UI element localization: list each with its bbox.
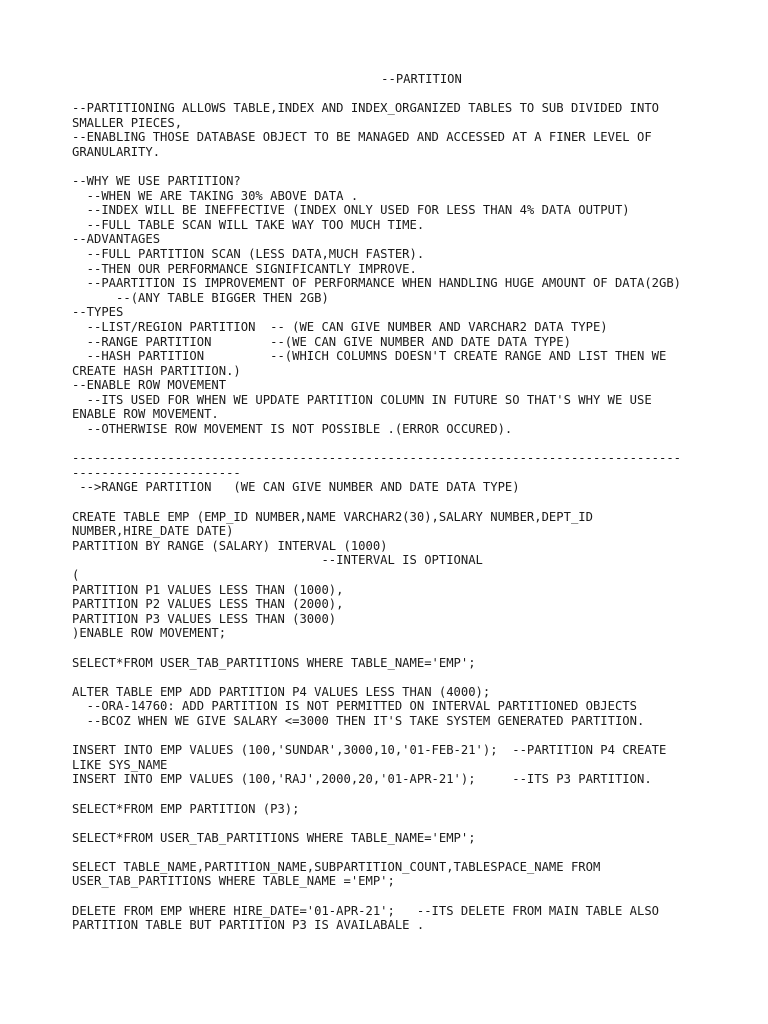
text-line (72, 845, 702, 860)
text-line (72, 437, 702, 452)
text-line: --OTHERWISE ROW MOVEMENT IS NOT POSSIBLE .(ERROR OCCURED). (72, 422, 513, 437)
text-line: --FULL TABLE SCAN WILL TAKE WAY TOO MUCH TIME. (72, 217, 425, 232)
text-line: --TYPES (72, 305, 124, 320)
text-line: --ENABLE ROW MOVEMENT (72, 378, 227, 393)
text-line: ENABLE ROW MOVEMENT. (72, 407, 219, 422)
text-line: INSERT INTO EMP VALUES (100,'SUNDAR',3000,10,'01-FEB-21'); --PARTITION P4 CREATE (72, 743, 667, 758)
text-line: --RANGE PARTITION --(WE CAN GIVE NUMBER AND DATE DATA TYPE) (72, 334, 571, 349)
text-line: USER_TAB_PARTITIONS WHERE TABLE_NAME ='EMP'; (72, 874, 395, 889)
text-line: -->RANGE PARTITION (WE CAN GIVE NUMBER AND DATE DATA TYPE) (72, 480, 520, 495)
text-line: SELECT*FROM USER_TAB_PARTITIONS WHERE TABLE_NAME='EMP'; (72, 830, 476, 845)
text-line: --PAARTITION IS IMPROVEMENT OF PERFORMANCE WHEN HANDLING HUGE AMOUNT OF DATA(2GB) (72, 276, 682, 291)
text-line: --BCOZ WHEN WE GIVE SALARY <=3000 THEN IT'S TAKE SYSTEM GENERATED PARTITION. (72, 713, 645, 728)
text-line: GRANULARITY. (72, 144, 161, 159)
text-line: ----------------------- (72, 465, 241, 480)
text-line: --WHY WE USE PARTITION? (72, 173, 241, 188)
text-line: SELECT*FROM USER_TAB_PARTITIONS WHERE TABLE_NAME='EMP'; (72, 655, 476, 670)
text-line: ( (72, 568, 80, 582)
text-line (72, 495, 702, 510)
text-line: --HASH PARTITION --(WHICH COLUMNS DOESN'T CREATE RANGE AND LIST THEN WE (72, 349, 667, 364)
text-line: INSERT INTO EMP VALUES (100,'RAJ',2000,20,'01-APR-21'); --ITS P3 PARTITION. (72, 772, 652, 787)
text-line (72, 641, 702, 656)
text-line: CREATE HASH PARTITION.) (72, 363, 241, 378)
text-line: ALTER TABLE EMP ADD PARTITION P4 VALUES LESS THAN (4000); (72, 684, 491, 699)
text-line: PARTITION BY RANGE (SALARY) INTERVAL (1000) (72, 538, 388, 553)
text-line: --PARTITIONING ALLOWS TABLE,INDEX AND INDEX_ORGANIZED TABLES TO SUB DIVIDED INTO (72, 101, 659, 115)
text-line: --FULL PARTITION SCAN (LESS DATA,MUCH FASTER). (72, 246, 425, 261)
text-line (72, 729, 702, 744)
text-line (72, 159, 702, 174)
text-line: SELECT*FROM EMP PARTITION (P3); (72, 801, 300, 816)
text-line: --(ANY TABLE BIGGER THEN 2GB) (72, 290, 329, 305)
text-line: --THEN OUR PERFORMANCE SIGNIFICANTLY IMPROVE. (72, 261, 417, 276)
text-line: --INDEX WILL BE INEFFECTIVE (INDEX ONLY USED FOR LESS THAN 4% DATA OUTPUT) (72, 203, 630, 218)
text-line: --ORA-14760: ADD PARTITION IS NOT PERMITTED ON INTERVAL PARTITIONED OBJECTS (72, 699, 637, 714)
text-line: --LIST/REGION PARTITION -- (WE CAN GIVE NUMBER AND VARCHAR2 DATA TYPE) (72, 319, 608, 334)
text-line: PARTITION P1 VALUES LESS THAN (1000), (72, 582, 344, 597)
text-line (72, 816, 702, 831)
text-line: PARTITION P2 VALUES LESS THAN (2000), (72, 597, 344, 612)
text-line: CREATE TABLE EMP (EMP_ID NUMBER,NAME VARCHAR2(30),SALARY NUMBER,DEPT_ID (72, 509, 593, 524)
text-line: SELECT TABLE_NAME,PARTITION_NAME,SUBPARTITION_COUNT,TABLESPACE_NAME FROM (72, 859, 601, 874)
text-line (72, 670, 702, 685)
text-line (72, 787, 702, 802)
text-line: LIKE SYS_NAME (72, 757, 168, 772)
text-line: )ENABLE ROW MOVEMENT; (72, 626, 227, 641)
text-line: --INTERVAL IS OPTIONAL (72, 553, 483, 568)
text-line: --WHEN WE ARE TAKING 30% ABOVE DATA . (72, 188, 359, 203)
text-line: --ITS USED FOR WHEN WE UPDATE PARTITION COLUMN IN FUTURE SO THAT'S WHY WE USE (72, 392, 652, 407)
page-title: --PARTITION (381, 72, 462, 86)
text-line (72, 889, 702, 904)
text-line: PARTITION P3 VALUES LESS THAN (3000) (72, 611, 337, 626)
text-line: NUMBER,HIRE_DATE DATE) (72, 524, 234, 539)
text-line: --ADVANTAGES (72, 232, 161, 247)
text-line: PARTITION TABLE BUT PARTITION P3 IS AVAILABALE . (72, 918, 425, 933)
text-line: --ENABLING THOSE DATABASE OBJECT TO BE MANAGED AND ACCESSED AT A FINER LEVEL OF (72, 130, 652, 145)
text-line: DELETE FROM EMP WHERE HIRE_DATE='01-APR-21'; --ITS DELETE FROM MAIN TABLE ALSO (72, 903, 659, 918)
text-line: ----------------------------------------------------------------------------------- (72, 451, 682, 466)
text-line: SMALLER PIECES, (72, 115, 183, 130)
document-body (72, 101, 702, 933)
